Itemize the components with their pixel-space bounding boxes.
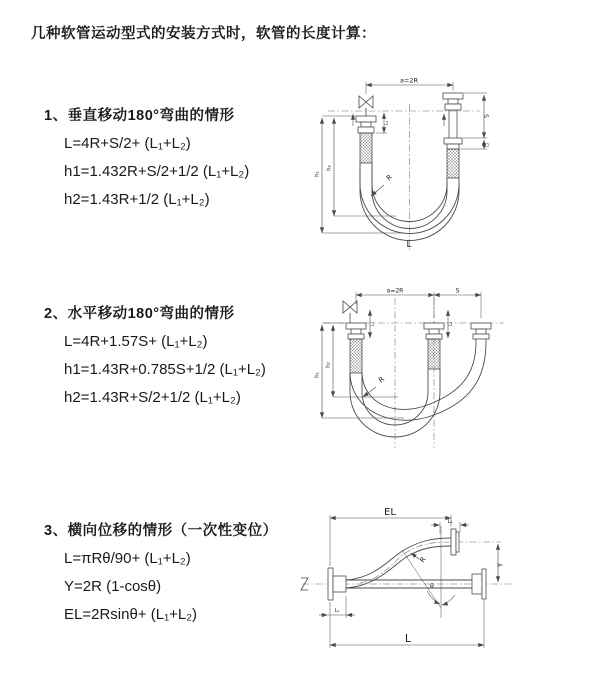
right-pipe-flange xyxy=(443,93,463,178)
moved-pipe-flange xyxy=(471,323,491,342)
fitting-dimension-l1 xyxy=(376,113,390,133)
section-3-heading: 3、横向位移的情形（一次性变位） xyxy=(44,523,278,539)
dim-label-l2: L₂ xyxy=(485,142,491,148)
dim-label-radius: R xyxy=(377,375,387,385)
dim-label-l2: L₂ xyxy=(449,321,454,327)
offset-dimension-s xyxy=(460,93,491,149)
dim-label-theta: θ xyxy=(430,583,434,590)
dim-label-a2r: a=2R xyxy=(399,76,419,85)
formula-1-3: h2=1.43R+1/2 (L₁+L₂) xyxy=(64,191,210,208)
dimension-a2r xyxy=(366,77,453,95)
valve-icon xyxy=(343,301,357,323)
displaced-hose-position xyxy=(346,529,459,588)
dim-label-s: S xyxy=(455,287,460,295)
dim-label-y: Y xyxy=(496,562,505,568)
dim-label-l2: L₂ xyxy=(447,519,453,525)
dimension-l2 xyxy=(431,519,469,534)
formula-3-3: EL=2Rsinθ+ (L₁+L₂) xyxy=(64,606,198,623)
hose-u-bend xyxy=(350,342,486,437)
dim-label-radius: R xyxy=(384,173,394,183)
radius-callout xyxy=(411,553,428,564)
left-pipe-flange xyxy=(346,323,366,373)
left-pipe-flange xyxy=(356,116,376,163)
left-flange xyxy=(328,568,346,600)
dim-label-a2r: a=2R xyxy=(386,287,404,295)
dimension-y xyxy=(497,544,505,582)
formula-2-1: L=4R+1.57S+ (L₁+L₂) xyxy=(64,333,208,350)
top-dimensions xyxy=(356,288,481,319)
dim-label-h1: h₁ xyxy=(314,372,321,378)
dimension-l1 xyxy=(319,596,355,618)
dim-label-radius: R xyxy=(418,555,428,565)
dim-label-el: EL xyxy=(384,507,396,518)
dimension-el xyxy=(330,507,451,566)
formula-3-2: Y=2R (1-cosθ) xyxy=(64,578,162,595)
dim-label-s: S xyxy=(483,114,491,118)
formula-1-2: h1=1.432R+S/2+1/2 (L₁+L₂) xyxy=(64,163,250,180)
dim-label-l: L xyxy=(404,632,412,645)
valve-icon xyxy=(359,96,373,116)
section-1-heading: 1、垂直移动180°弯曲的情形 xyxy=(44,108,235,124)
dim-label-l1: L₁ xyxy=(371,321,376,327)
diagram-vertical-180-bend xyxy=(308,66,580,266)
page-title: 几种软管运动型式的安装方式时，软管的长度计算： xyxy=(31,26,376,42)
radius-callout xyxy=(371,173,394,196)
radius-callout xyxy=(363,375,386,397)
dim-label-l1: L₁ xyxy=(334,608,340,614)
formula-2-2: h1=1.43R+0.785S+1/2 (L₁+L₂) xyxy=(64,361,266,378)
formula-2-3: h2=1.43R+S/2+1/2 (L₁+L₂) xyxy=(64,389,241,406)
middle-pipe-flange xyxy=(424,323,444,369)
formula-1-1: L=4R+S/2+ (L₁+L₂) xyxy=(64,135,191,152)
section-2 xyxy=(44,302,266,418)
dim-label-h2: h₂ xyxy=(325,362,332,368)
dimension-l xyxy=(330,600,484,648)
dim-label-length: L xyxy=(406,240,412,250)
section-3 xyxy=(44,519,278,635)
diagram-lateral-displacement xyxy=(298,498,600,663)
dim-label-h1: h₁ xyxy=(314,171,321,177)
formula-3-1: L=πRθ/90+ (L₁+L₂) xyxy=(64,550,191,567)
diagram-horizontal-180-bend xyxy=(306,280,598,460)
dim-label-h2: h₂ xyxy=(326,165,333,171)
dim-label-l1: L₁ xyxy=(385,120,390,126)
section-2-heading: 2、水平移动180°弯曲的情形 xyxy=(44,306,235,322)
section-1 xyxy=(44,104,249,220)
